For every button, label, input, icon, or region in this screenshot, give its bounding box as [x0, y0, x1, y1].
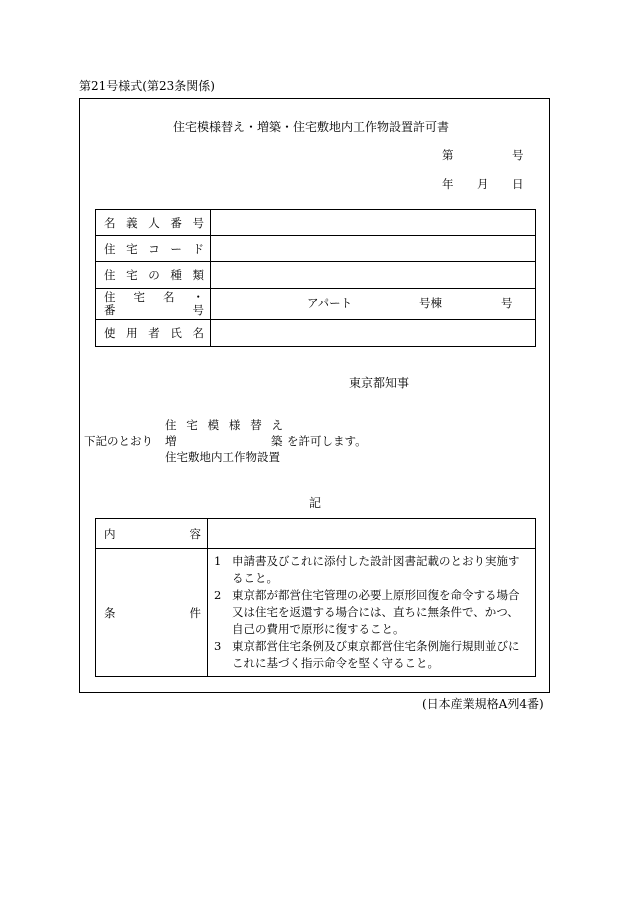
label-char: 宅	[126, 241, 138, 256]
label-char: 様	[228, 418, 241, 432]
label-char: 宅	[126, 268, 138, 282]
condition-text: 東京都営住宅条例及び東京都営住宅条例施行規則並びにこれに基づく指示命令を堅く守ること。	[232, 639, 520, 670]
label-char: 替	[250, 418, 262, 432]
table-row	[96, 289, 536, 320]
date-year-label: 年	[442, 177, 454, 191]
table-row	[96, 236, 536, 262]
list-item	[214, 638, 530, 672]
label-char: 内	[104, 526, 116, 541]
table-row	[96, 519, 536, 549]
permit-prefix: 下記のとおり	[84, 434, 153, 448]
label-char: 号	[192, 215, 204, 230]
condition-number: 3	[214, 639, 222, 653]
label-char: え	[271, 418, 283, 432]
user-name-label	[96, 320, 211, 347]
ki-heading: 記	[309, 496, 322, 510]
housing-type-label	[96, 262, 211, 289]
label-char: の	[148, 268, 160, 282]
footer-note: (日本産業規格A列4番)	[422, 697, 544, 711]
date-month-label: 月	[477, 177, 489, 191]
permit-option-structure: 住宅敷地内工作物設置	[165, 450, 280, 464]
permit-option-extension-second: 築	[271, 434, 283, 448]
table-row	[96, 320, 536, 347]
conditions-cell	[208, 549, 536, 677]
issuer: 東京都知事	[349, 376, 410, 390]
user-name-field[interactable]	[211, 320, 536, 347]
address-field[interactable]	[211, 289, 536, 320]
list-item	[214, 587, 530, 638]
address-label-line2	[96, 304, 210, 317]
label-char: 名	[163, 290, 175, 304]
condition-text: 申請書及びこれに添付した設計図書記載のとおり実施すること。	[232, 554, 520, 585]
label-char: 人	[148, 215, 160, 230]
address-building-label: 号棟	[419, 296, 442, 310]
form-number: 第21号様式(第23条関係)	[79, 79, 215, 93]
housing-type-field[interactable]	[211, 262, 536, 289]
label-char: 名	[104, 215, 116, 230]
conditions-label	[96, 549, 208, 677]
label-char: 住	[165, 418, 177, 432]
number-label-dai: 第	[442, 148, 454, 162]
label-char: 番	[170, 215, 182, 230]
label-char: 番	[104, 303, 116, 317]
table-row	[96, 210, 536, 236]
permit-option-extension-first: 増	[165, 434, 177, 448]
label-char: 名	[192, 326, 204, 340]
name-number-text	[96, 215, 210, 231]
date-day-label: 日	[512, 177, 524, 191]
conditions-label-text	[96, 605, 207, 621]
content-label-text	[96, 526, 207, 542]
number-label-go: 号	[512, 148, 524, 162]
name-number-field[interactable]	[211, 210, 536, 236]
info-table	[95, 209, 536, 347]
table-row	[96, 549, 536, 677]
housing-code-text	[96, 241, 210, 257]
content-label	[96, 519, 208, 549]
label-char: 模	[207, 418, 220, 432]
table-row	[96, 262, 536, 289]
label-char: ・	[192, 290, 204, 304]
content-field[interactable]	[208, 519, 536, 549]
address-label	[96, 289, 211, 320]
form-title: 住宅模様替え・増築・住宅敷地内工作物設置許可書	[173, 120, 450, 134]
label-char: コ	[148, 241, 160, 256]
address-room-label: 号	[501, 296, 513, 310]
user-name-text	[96, 325, 210, 341]
label-char: ー	[170, 241, 182, 256]
permit-suffix: を許可します。	[287, 434, 367, 448]
address-apart-label: アパート	[307, 296, 353, 310]
name-number-label	[96, 210, 211, 236]
label-char: 用	[126, 326, 138, 340]
label-char: 住	[104, 241, 116, 256]
housing-type-text	[96, 267, 210, 283]
condition-number: 1	[214, 554, 222, 568]
label-char: 件	[189, 605, 201, 620]
permit-option-remodel	[165, 420, 283, 432]
label-char: 住	[104, 268, 116, 282]
label-char: 宅	[186, 418, 198, 432]
label-char: ド	[192, 241, 204, 256]
label-char: 住	[104, 290, 116, 304]
condition-number: 2	[214, 588, 222, 602]
condition-text: 東京都が都営住宅管理の必要上原形回復を命令する場合又は住宅を返還する場合には、直ちに無条件で、かつ、自己の費用で原形に復すること。	[232, 588, 520, 636]
label-char: 者	[148, 326, 160, 340]
label-char: 類	[192, 268, 204, 282]
details-table	[95, 518, 536, 677]
label-char: 号	[192, 303, 204, 317]
label-char: 使	[104, 326, 116, 340]
conditions-list	[214, 553, 530, 672]
label-char: 宅	[133, 290, 145, 304]
label-char: 条	[104, 605, 116, 620]
label-char: 容	[189, 526, 201, 541]
housing-code-field[interactable]	[211, 236, 536, 262]
list-item	[214, 553, 530, 587]
housing-code-label	[96, 236, 211, 262]
label-char: 義	[126, 215, 138, 230]
label-char: 種	[170, 268, 182, 282]
label-char: 氏	[170, 326, 182, 340]
